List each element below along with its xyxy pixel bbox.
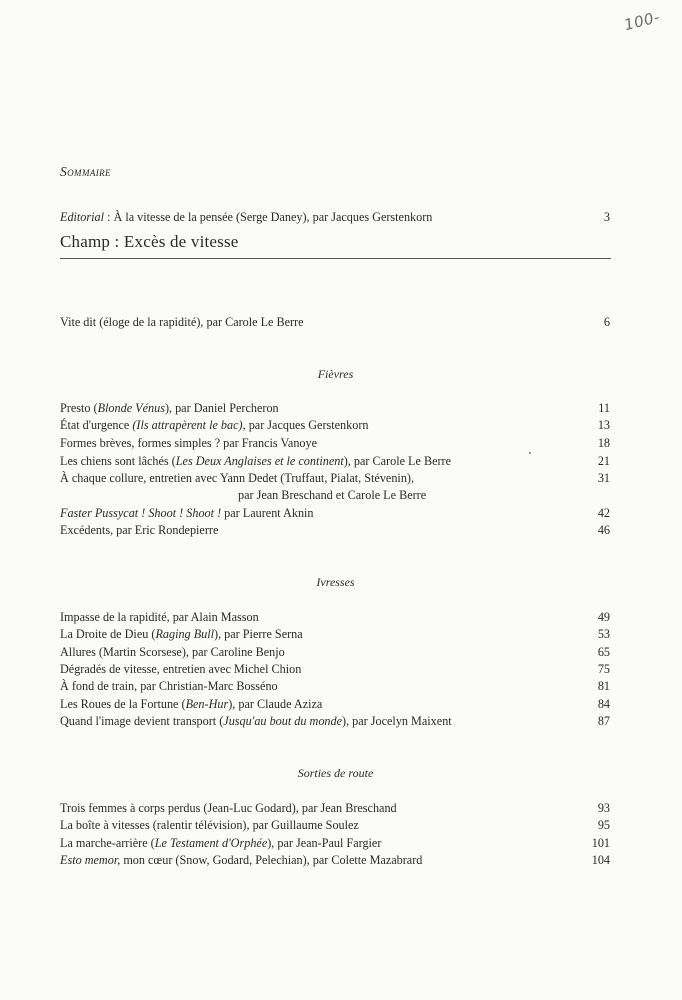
work-title: Jusqu'au bout du monde [223,714,343,728]
entry-title [60,471,414,485]
entry-title [60,401,279,415]
page-number: 42 [597,506,610,520]
entry-text: , par Jacques Gerstenkorn [242,418,369,432]
entry-continuation: par Jean Breschand et Carole Le Berre [238,488,427,502]
section-title: Ivresses [316,575,355,589]
entry-title [60,697,322,711]
part-heading: Champ : Excès de vitesse [60,232,239,251]
section-title: Fièvres [317,367,354,381]
entry-text: À chaque collure, entretien avec Yann Dedet (Truffaut, Pialat, Stévenin), [60,471,415,485]
work-title: (Ils attrapèrent le bac) [132,418,243,432]
work-title: Ben-Hur [185,697,229,711]
entry-text: ), par Jean-Paul Fargier [267,836,382,850]
entry-title [60,801,397,815]
entry-text: Dégradés de vitesse, entretien avec Michel Chion [60,662,302,676]
page-number: 81 [597,679,610,693]
entry-title [60,418,369,432]
entry-text: Les chiens sont lâchés ( [60,454,176,468]
page-number: 101 [591,836,610,850]
entry-text: Quand l'image devient transport ( [60,714,224,728]
page-number: 46 [597,523,610,537]
work-title: Blonde Vénus [97,401,165,415]
toc-entry [60,418,610,433]
entry-text: État d'urgence [60,418,133,432]
entry-text: La boîte à vitesses (ralentir télévision), par Guillaume Soulez [60,818,359,832]
page-number: 93 [597,801,610,815]
entry-title [60,610,259,624]
entry-text: ), par Jocelyn Maixent [342,714,452,728]
toc-heading: Sommaire [60,164,111,179]
toc-entry [60,436,610,451]
entry-title [60,454,451,468]
page-number: 75 [597,662,610,676]
work-title: Les Deux Anglaises et le continent [175,454,344,468]
entry-title [60,853,422,867]
page-number: 3 [603,210,610,224]
page-number: 49 [597,610,610,624]
page-number: 95 [597,818,610,832]
entry-text: À fond de train, par Christian-Marc Bosséno [60,679,278,693]
page-number: 18 [597,436,610,450]
entry-title [60,679,278,693]
entry-title [60,627,303,641]
toc-entry [60,801,610,816]
page-number: 21 [597,454,610,468]
entry-text: ), par Carole Le Berre [343,454,452,468]
heading-rule [60,258,611,259]
toc-entry-intro [60,315,610,330]
toc-entry [60,454,610,469]
toc-entry [60,610,610,625]
entry-text: Allures (Martin Scorsese), par Caroline Benjo [60,645,285,659]
toc-entry [60,506,610,521]
toc-entry [60,662,610,677]
toc-entry-editorial [60,210,610,225]
handwritten-annotation: 100- [622,7,662,35]
toc-entry [60,523,610,538]
toc-entry [60,853,610,868]
entry-text: ), par Pierre Serna [214,627,303,641]
entry-text: La Droite de Dieu ( [60,627,156,641]
page-number: 104 [591,853,610,867]
entry-text: Presto ( [60,401,98,415]
editorial-title: : À la vitesse de la pensée (Serge Daney), par Jacques Gerstenkorn [104,210,433,224]
toc-entry [60,697,610,712]
toc-entry [60,645,610,660]
entry-title [60,818,359,832]
speck [529,452,531,454]
toc-entry [60,836,610,851]
entry-text: Trois femmes à corps perdus (Jean-Luc Godard), par Jean Breschand [60,801,397,815]
work-title: Raging Bull [155,627,215,641]
page-number: 53 [597,627,610,641]
page-number: 65 [597,645,610,659]
entry-text: La marche-arrière ( [60,836,155,850]
page-number: 84 [597,697,610,711]
entry-text: ), par Claude Aziza [228,697,323,711]
toc-entry [60,471,610,486]
entry-title [60,506,314,520]
section-title: Sorties de route [297,766,374,780]
entry-title [60,436,317,450]
entry-text: Formes brèves, formes simples ? par Francis Vanoye [60,436,318,450]
toc-entry [60,627,610,642]
entry-title [60,662,301,676]
entry-title [60,714,452,728]
entry-title: Vite dit (éloge de la rapidité), par Carole Le Berre [60,315,304,329]
entry-title [60,645,285,659]
entry-text: par Laurent Aknin [221,506,314,520]
toc-entry [60,714,610,729]
page-number: 6 [603,315,610,329]
toc-entry [60,818,610,833]
entry-text: Excédents, par Eric Rondepierre [60,523,219,537]
page-number: 11 [598,401,610,415]
entry-title [60,836,381,850]
toc-entry [60,679,610,694]
entry-text: Impasse de la rapidité, par Alain Masson [60,610,259,624]
editorial-label: Editorial [60,210,105,224]
entry-text: Les Roues de la Fortune ( [60,697,186,711]
page-number: 31 [597,471,610,485]
work-title: Le Testament d'Orphée [154,836,268,850]
work-title: Faster Pussycat ! Shoot ! Shoot ! [60,506,222,520]
work-title: Esto memor, [60,853,121,867]
toc-entry [60,401,610,416]
page-number: 87 [597,714,610,728]
entry-title [60,523,218,537]
entry-text: ), par Daniel Percheron [164,401,279,415]
entry-text: mon cœur (Snow, Godard, Pelechian), par Colette Mazabrard [120,853,423,867]
page-number: 13 [597,418,610,432]
